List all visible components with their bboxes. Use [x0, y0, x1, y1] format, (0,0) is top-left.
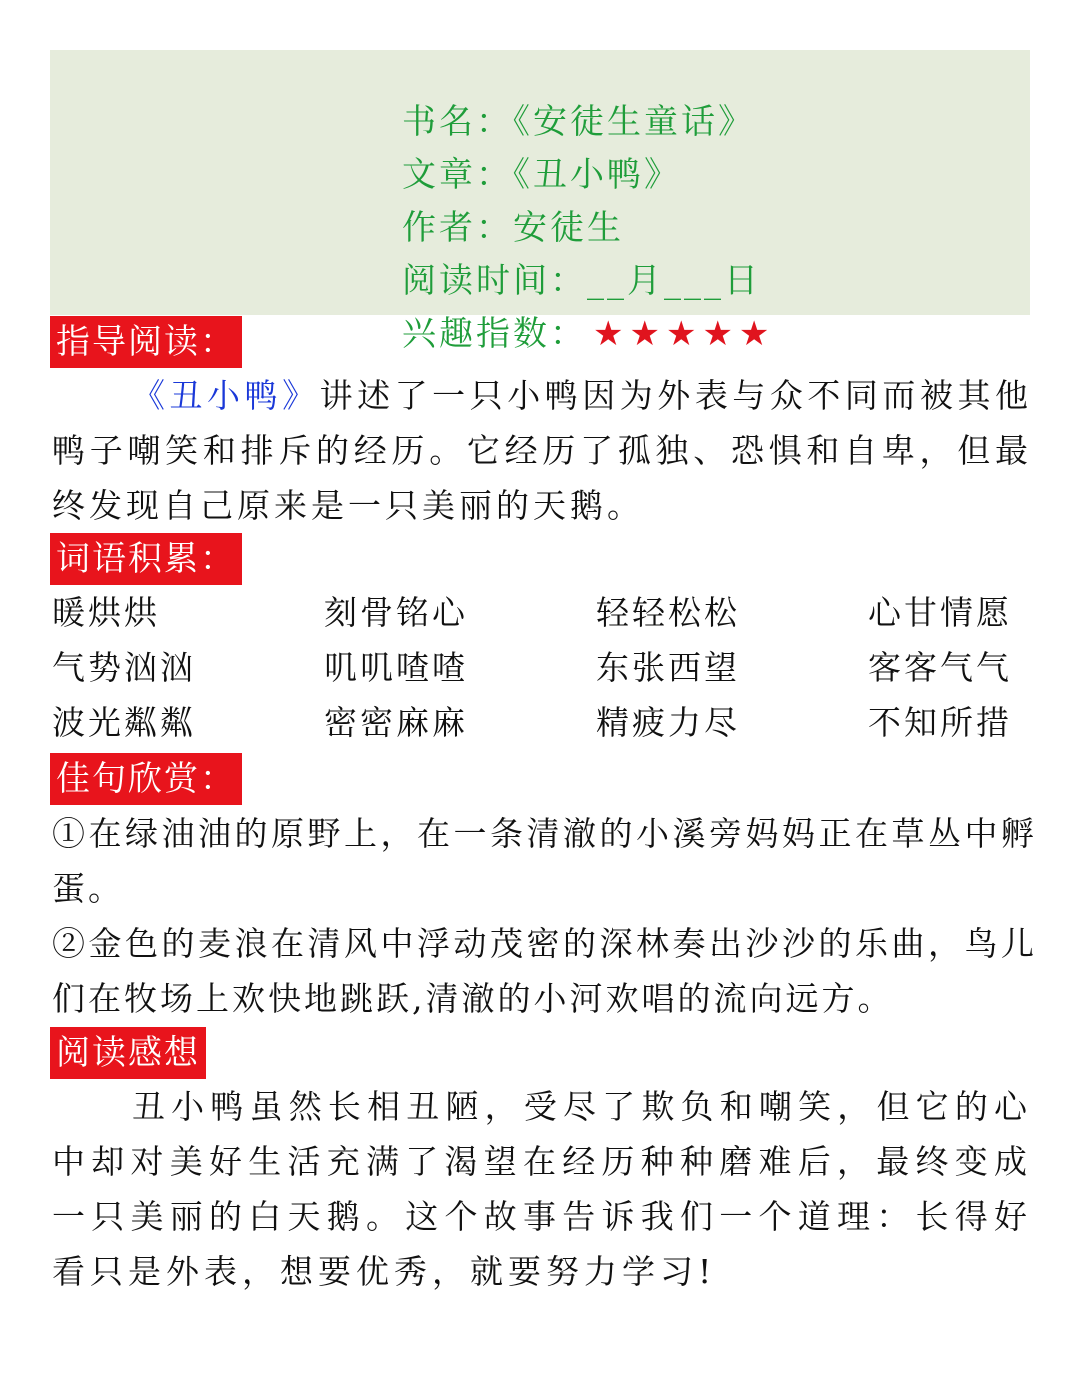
vocabulary-word: 暖烘烘: [52, 593, 160, 632]
interest-label: 兴趣指数：: [402, 314, 587, 354]
vocabulary-word: 刻骨铭心: [324, 593, 468, 632]
book-title-line: 书名：《安徒生童话》: [402, 102, 755, 142]
vocabulary-word: 轻轻松松: [596, 593, 740, 632]
vocabulary-word: 东张西望: [596, 648, 740, 687]
sentences-label: 佳句欣赏：: [50, 753, 242, 805]
article-title-line: 文章：《丑小鸭》: [402, 155, 681, 195]
vocabulary-word: 密密麻麻: [324, 703, 468, 742]
reflection-label: 阅读感想: [50, 1027, 206, 1079]
sentence-item-1: ①在绿油油的原野上，在一条清澈的小溪旁妈妈正在草丛中孵蛋。: [52, 814, 1037, 908]
author-line: 作者：安徒生: [402, 208, 624, 248]
guided-reading-text: [52, 368, 1032, 533]
guided-reading-book-title: 《丑小鸭》: [132, 376, 320, 415]
reflection-text: 丑小鸭虽然长相丑陋，受尽了欺负和嘲笑，但它的心中却对美好生活充满了渴望在经历种种磨难后，最终变成一只美丽的白天鹅。这个故事告诉我们一个道理：长得好看只是外表，想要优秀，就要努力学习!: [52, 1087, 1032, 1291]
guided-reading-body: 讲述了一只小鸭因为外表与众不同而被其他鸭子嘲笑和排斥的经历。它经历了孤独、恐惧和自卑，但最终发现自己原来是一只美丽的天鹅。: [52, 376, 1033, 525]
interest-line: [402, 314, 775, 354]
vocabulary-grid: [52, 585, 1042, 750]
vocabulary-word: 气势汹汹: [52, 648, 196, 687]
vocabulary-word: 客客气气: [868, 648, 1012, 687]
reading-time-line: 阅读时间：__月___日: [402, 261, 761, 301]
vocabulary-word: 心甘情愿: [868, 593, 1012, 632]
vocabulary-word: 精疲力尽: [596, 703, 740, 742]
sentence-item-2: ②金色的麦浪在清风中浮动茂密的深林奏出沙沙的乐曲，鸟儿们在牧场上欢快地跳跃,清澈的小河欢唱的流向远方。: [52, 924, 1037, 1018]
vocabulary-label: 词语积累：: [50, 533, 242, 585]
vocabulary-word: 波光粼粼: [52, 703, 196, 742]
interest-stars: ★★★★★: [593, 314, 776, 354]
vocabulary-word: 叽叽喳喳: [324, 648, 468, 687]
guided-reading-label: 指导阅读：: [50, 316, 242, 368]
vocabulary-word: 不知所措: [868, 703, 1012, 742]
